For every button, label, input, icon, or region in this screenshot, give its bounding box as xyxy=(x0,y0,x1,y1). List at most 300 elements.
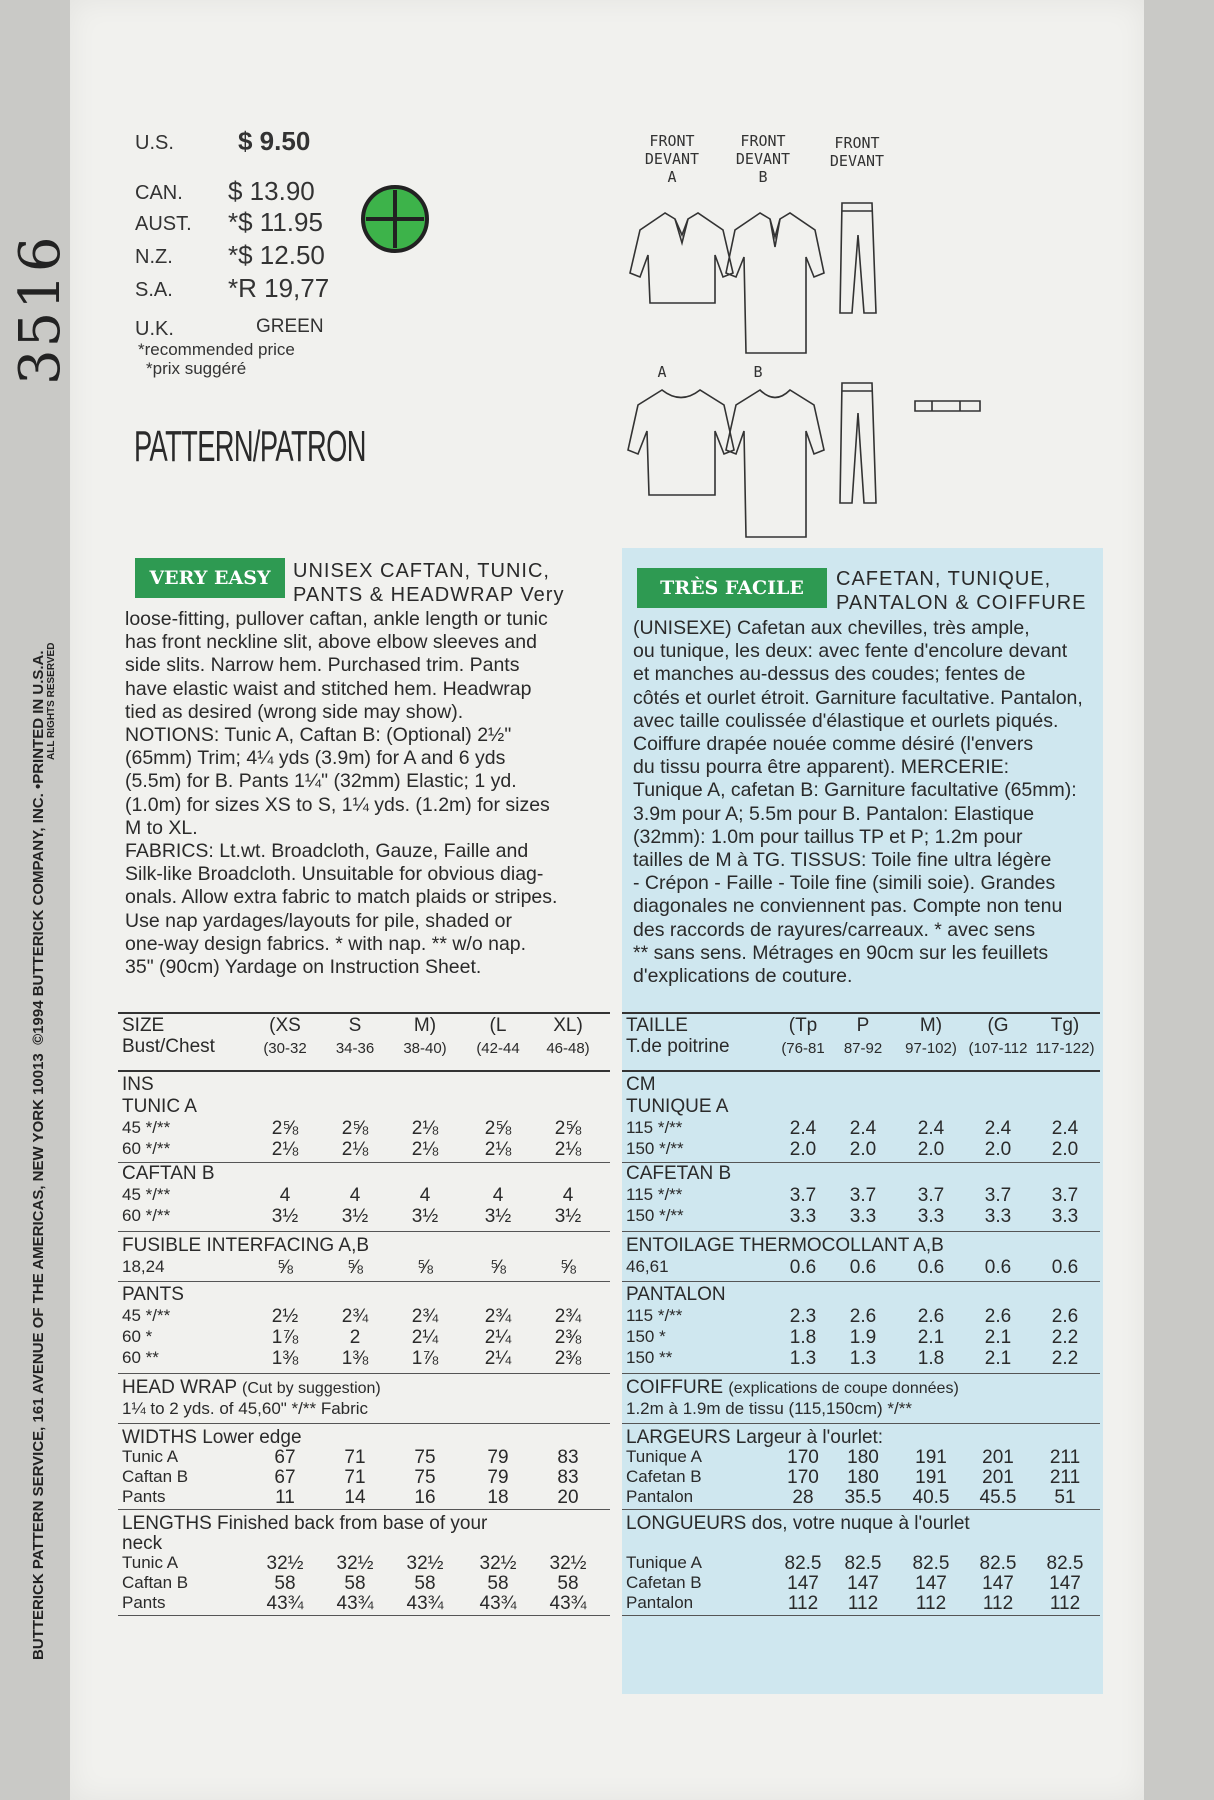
fusible-value: 0.6 xyxy=(1051,1257,1079,1278)
pants-width: 60 * xyxy=(122,1327,153,1346)
english-title-line1: UNISEX CAFTAN, TUNIC, xyxy=(293,560,550,582)
pants-value: 2.3 xyxy=(789,1306,817,1327)
description-line: d'explications de couture. xyxy=(633,965,853,988)
pants-width: 150 * xyxy=(626,1327,666,1346)
widths-value: 83 xyxy=(557,1447,579,1468)
lengths-value: 112 xyxy=(847,1593,879,1614)
section-rule xyxy=(118,1423,610,1424)
size-column-header: XL) xyxy=(553,1015,583,1036)
description-line: FABRICS: Lt.wt. Broadcloth, Gauze, Faille and xyxy=(125,840,529,863)
fusible-value: ⅝ xyxy=(417,1257,433,1278)
pants-value: 2¾ xyxy=(341,1306,369,1327)
description-line: (UNISEXE) Cafetan aux chevilles, très ample, xyxy=(633,617,1030,639)
lengths-row-name: Tunique A xyxy=(626,1553,702,1572)
rights-reserved: ALL RIGHTS RESERVED xyxy=(46,642,57,760)
description-line: one-way design fabrics. * with nap. ** w/o nap. xyxy=(125,932,527,955)
caftan-b-width: 60 */** xyxy=(122,1206,171,1225)
headwrap-label: COIFFURE (explications de coupe données) xyxy=(626,1377,959,1398)
pants-value: 1⅜ xyxy=(271,1348,299,1369)
caftan-b-value: 3.3 xyxy=(917,1206,945,1227)
lengths-value: 82.5 xyxy=(784,1553,822,1574)
tunic-a-value: 2⅝ xyxy=(484,1118,512,1139)
price-value: *$ 11.95 xyxy=(228,207,323,237)
description-line: (5.5m) for B. Pants 1¼" (32mm) Elastic; 1 yd. xyxy=(125,770,517,793)
pants-label: PANTS xyxy=(122,1284,184,1305)
fusible-value: 0.6 xyxy=(849,1257,877,1278)
tunic-a-width: 115 */** xyxy=(626,1118,683,1137)
headwrap-label: HEAD WRAP (Cut by suggestion) xyxy=(122,1377,381,1398)
lengths-label-2: neck xyxy=(122,1533,163,1554)
lengths-value: 147 xyxy=(787,1573,819,1594)
size-label: SIZE xyxy=(122,1015,165,1036)
description-line: tailles de M à TG. TISSUS: Toile fine ultra légère xyxy=(633,849,1052,872)
pants-value: 1.8 xyxy=(789,1327,817,1348)
lengths-value: 112 xyxy=(1049,1593,1081,1614)
lengths-value: 82.5 xyxy=(1046,1553,1084,1574)
description-line: des raccords de rayures/carreaux. * avec sens xyxy=(633,918,1036,941)
price-value: *$ 12.50 xyxy=(228,240,325,270)
caftan-b-value: 3½ xyxy=(554,1206,582,1227)
lengths-value: 43¾ xyxy=(336,1593,374,1614)
size-column-header: Tg) xyxy=(1050,1015,1080,1036)
widths-value: 67 xyxy=(274,1467,296,1488)
fusible-width: 46,61 xyxy=(626,1257,669,1276)
pants-value: 1⅜ xyxy=(341,1348,369,1369)
description-line: 3.9m pour A; 5.5m pour B. Pantalon: Elastique xyxy=(633,802,1035,825)
view-label-front-c: FRONT DEVANT xyxy=(829,134,885,170)
english-description xyxy=(125,608,605,979)
view-label-front-b: FRONT DEVANT B xyxy=(735,132,791,186)
bust-column-header: (76-81 xyxy=(781,1040,825,1057)
bust-label: Bust/Chest xyxy=(122,1036,215,1057)
size-column-header: M) xyxy=(919,1015,943,1036)
tunic-a-value: 2.4 xyxy=(1051,1118,1079,1139)
lengths-value: 43¾ xyxy=(549,1593,587,1614)
english-title-line2: PANTS & HEADWRAP Very xyxy=(293,584,565,606)
fusible-value: 0.6 xyxy=(789,1257,817,1278)
widths-value: 170 xyxy=(787,1467,819,1488)
description-line: - Crépon - Faille - Toile fine (simili soie). Grandes xyxy=(633,872,1056,895)
pants-front-sketch xyxy=(840,203,876,313)
view-label-back-b: B xyxy=(753,363,763,381)
widths-row-name: Cafetan B xyxy=(626,1467,702,1486)
widths-value: 201 xyxy=(982,1467,1014,1488)
tunic-a-value: 2.4 xyxy=(917,1118,945,1139)
headwrap-line: 1¼ to 2 yds. of 45,60" */** Fabric xyxy=(122,1399,369,1418)
size-column-header: (L xyxy=(489,1015,507,1036)
pants-back-sketch xyxy=(840,383,876,503)
section-rule xyxy=(622,1615,1100,1616)
price-region: U.K. xyxy=(135,318,174,340)
pants-value: 2.2 xyxy=(1051,1348,1079,1369)
pants-value: 2¾ xyxy=(484,1306,512,1327)
widths-value: 75 xyxy=(414,1447,436,1468)
fusible-value: ⅝ xyxy=(490,1257,506,1278)
widths-value: 14 xyxy=(344,1487,366,1508)
fusible-value: ⅝ xyxy=(277,1257,293,1278)
caftan-b-value: 3.7 xyxy=(917,1185,945,1206)
pants-value: 2.2 xyxy=(1051,1327,1079,1348)
lengths-value: 58 xyxy=(414,1573,436,1594)
caftan-b-value: 3½ xyxy=(411,1206,439,1227)
tunic-a-label: TUNIQUE A xyxy=(626,1096,729,1117)
price-region: AUST. xyxy=(135,213,192,235)
section-rule xyxy=(118,1281,610,1282)
pants-value: 2.6 xyxy=(849,1306,877,1327)
description-line: have elastic waist and stitched hem. Headwrap xyxy=(125,677,532,700)
tunic-a-value: 2⅝ xyxy=(271,1118,299,1139)
recommended-price-note: *recommended price xyxy=(138,340,295,359)
headwrap-line: 1.2m à 1.9m de tissu (115,150cm) */** xyxy=(626,1399,912,1418)
fusible-value: ⅝ xyxy=(347,1257,363,1278)
tunic-a-value: 2.4 xyxy=(789,1118,817,1139)
fusible-value: ⅝ xyxy=(560,1257,576,1278)
table-header-rule xyxy=(622,1070,1100,1072)
table-top-rule xyxy=(118,1012,610,1014)
lengths-value: 82.5 xyxy=(912,1553,950,1574)
tunic-a-value: 2⅛ xyxy=(411,1118,439,1139)
price-value: $ 13.90 xyxy=(228,176,315,206)
pants-value: 2¼ xyxy=(411,1327,439,1348)
pants-value: 1.8 xyxy=(917,1348,945,1369)
green-cross-circle-icon xyxy=(360,184,430,254)
widths-value: 170 xyxy=(787,1447,819,1468)
fusible-width: 18,24 xyxy=(122,1257,165,1276)
garment-sketches xyxy=(620,195,1000,555)
pattern-label: PATTERN/PATRON xyxy=(134,422,366,471)
lengths-row-name: Caftan B xyxy=(122,1573,189,1592)
lengths-row-name: Pants xyxy=(122,1593,166,1612)
description-line: Tunique A, cafetan B: Garniture facultative (65mm): xyxy=(633,779,1077,802)
description-line: NOTIONS: Tunic A, Caftan B: (Optional) 2½" xyxy=(125,724,512,747)
pants-value: 1⅞ xyxy=(411,1348,439,1369)
description-line: diagonales ne conviennent pas. Compte non tenu xyxy=(633,895,1063,918)
bust-label: T.de poitrine xyxy=(626,1036,730,1057)
description-line: M to XL. xyxy=(125,816,198,839)
caftan-b-value: 3.3 xyxy=(789,1206,817,1227)
french-title-line1: CAFETAN, TUNIQUE, xyxy=(836,568,1052,590)
widths-value: 191 xyxy=(915,1447,947,1468)
tunic-a-value: 2.4 xyxy=(984,1118,1012,1139)
bust-column-header: (30-32 xyxy=(263,1040,307,1057)
fusible-label: FUSIBLE INTERFACING A,B xyxy=(122,1235,370,1256)
pants-value: 2⅜ xyxy=(554,1327,582,1348)
description-line: ou tunique, les deux: avec fente d'encolure devant xyxy=(633,640,1068,663)
lengths-label: LENGTHS Finished back from base of your xyxy=(122,1513,488,1534)
unit-label: INS xyxy=(122,1074,154,1095)
tunic-a-value: 2.0 xyxy=(789,1139,817,1160)
description-line: (32mm): 1.0m pour taillus TP et P; 1.2m pour xyxy=(633,825,1023,848)
pants-value: 2.1 xyxy=(984,1327,1012,1348)
caftan-b-value: 3.3 xyxy=(1051,1206,1079,1227)
catalog-number: 3516 xyxy=(8,234,73,385)
french-title-line2: PANTALON & COIFFURE xyxy=(836,592,1087,614)
description-line: onals. Allow extra fabric to match plaids or stripes. xyxy=(125,886,558,909)
bust-column-header: 34-36 xyxy=(335,1040,375,1057)
tunic-a-value: 2⅛ xyxy=(554,1139,582,1160)
pants-value: 2¼ xyxy=(484,1327,512,1348)
tunic-a-value: 2⅛ xyxy=(271,1139,299,1160)
widths-value: 79 xyxy=(487,1447,509,1468)
lengths-value: 112 xyxy=(915,1593,947,1614)
table-top-rule xyxy=(622,1012,1100,1014)
caftan-b-value: 3.7 xyxy=(984,1185,1012,1206)
caftan-b-value: 4 xyxy=(562,1185,574,1206)
widths-value: 20 xyxy=(557,1487,579,1508)
widths-value: 45.5 xyxy=(979,1487,1017,1508)
price-region: U.S. xyxy=(135,132,174,154)
description-line: ** sans sens. Métrages en 90cm sur les feuillets xyxy=(633,941,1049,964)
description-line: Coiffure drapée nouée comme désiré (l'envers xyxy=(633,733,1034,756)
tunic-a-value: 2.0 xyxy=(849,1139,877,1160)
tunic-a-front-sketch xyxy=(630,213,733,303)
caftan-b-value: 4 xyxy=(349,1185,361,1206)
pants-width: 115 */** xyxy=(626,1306,683,1325)
tunic-a-width: 60 */** xyxy=(122,1139,171,1158)
description-line: avec taille coulissée d'élastique et ourlets piqués. xyxy=(633,709,1059,732)
view-label-front-a: FRONT DEVANT A xyxy=(644,132,700,186)
widths-value: 83 xyxy=(557,1467,579,1488)
fusible-value: 0.6 xyxy=(917,1257,945,1278)
caftan-b-width: 150 */** xyxy=(626,1206,684,1225)
size-label: TAILLE xyxy=(626,1015,688,1036)
description-line: du tissu pourra être apparent). MERCERIE: xyxy=(633,756,1010,779)
pants-width: 45 */** xyxy=(122,1306,171,1325)
very-easy-badge: VERY EASY xyxy=(135,558,285,598)
section-rule xyxy=(622,1231,1100,1232)
pants-label: PANTALON xyxy=(626,1284,726,1305)
tunic-a-width: 45 */** xyxy=(122,1118,171,1137)
widths-value: 71 xyxy=(344,1467,366,1488)
fusible-value: 0.6 xyxy=(984,1257,1012,1278)
caftan-b-value: 3.3 xyxy=(849,1206,877,1227)
widths-value: 67 xyxy=(274,1447,296,1468)
price-region: CAN. xyxy=(135,182,183,204)
widths-value: 211 xyxy=(1049,1467,1081,1488)
lengths-value: 32½ xyxy=(266,1553,304,1574)
pants-value: 2.1 xyxy=(984,1348,1012,1369)
bust-column-header: (107-112 xyxy=(968,1040,1028,1057)
widths-value: 211 xyxy=(1049,1447,1081,1468)
pants-width: 150 ** xyxy=(626,1348,673,1367)
bust-column-header: 97-102) xyxy=(905,1040,957,1057)
section-rule xyxy=(118,1615,610,1616)
widths-row-name: Pantalon xyxy=(626,1487,694,1506)
pants-value: 2.1 xyxy=(917,1327,945,1348)
widths-value: 11 xyxy=(275,1487,295,1508)
description-line: tied as desired (wrong side may show). xyxy=(125,700,464,723)
section-rule xyxy=(622,1509,1100,1510)
lengths-row-name: Pantalon xyxy=(626,1593,694,1612)
caftan-b-back-sketch xyxy=(726,390,824,537)
widths-value: 40.5 xyxy=(912,1487,950,1508)
lengths-value: 58 xyxy=(487,1573,509,1594)
caftan-b-label: CAFETAN B xyxy=(626,1163,732,1184)
widths-value: 180 xyxy=(847,1447,879,1468)
caftan-b-value: 3.7 xyxy=(849,1185,877,1206)
widths-label: WIDTHS Lower edge xyxy=(122,1427,302,1448)
size-column-header: S xyxy=(348,1015,362,1036)
lengths-value: 43¾ xyxy=(479,1593,517,1614)
description-line: 35" (90cm) Yardage on Instruction Sheet. xyxy=(125,956,482,979)
lengths-value: 32½ xyxy=(336,1553,374,1574)
lengths-value: 32½ xyxy=(479,1553,517,1574)
caftan-b-width: 115 */** xyxy=(626,1185,683,1204)
tunic-a-value: 2⅝ xyxy=(554,1118,582,1139)
caftan-b-value: 3½ xyxy=(271,1206,299,1227)
section-rule xyxy=(622,1373,1100,1374)
tunic-a-width: 150 */** xyxy=(626,1139,684,1158)
pants-value: 2.6 xyxy=(917,1306,945,1327)
pants-value: 1.3 xyxy=(789,1348,817,1369)
widths-value: 71 xyxy=(344,1447,366,1468)
widths-value: 201 xyxy=(982,1447,1014,1468)
section-rule xyxy=(118,1509,610,1510)
widths-value: 79 xyxy=(487,1467,509,1488)
tunic-a-value: 2.0 xyxy=(984,1139,1012,1160)
widths-value: 28 xyxy=(792,1487,814,1508)
lengths-value: 32½ xyxy=(549,1553,587,1574)
widths-value: 18 xyxy=(487,1487,509,1508)
description-line: side slits. Narrow hem. Purchased trim. Pants xyxy=(125,654,520,677)
tunic-a-label: TUNIC A xyxy=(122,1096,197,1117)
section-rule xyxy=(118,1373,610,1374)
pants-value: 2 xyxy=(349,1327,361,1348)
caftan-b-value: 3.7 xyxy=(789,1185,817,1206)
section-rule xyxy=(118,1231,610,1232)
spine xyxy=(0,0,73,1800)
price-region: S.A. xyxy=(135,279,173,301)
lengths-value: 58 xyxy=(557,1573,579,1594)
description-line: (65mm) Trim; 4¼ yds (3.9m) for A and 6 yds xyxy=(125,747,506,770)
lengths-value: 82.5 xyxy=(979,1553,1017,1574)
description-line: Use nap yardages/layouts for pile, shaded or xyxy=(125,909,512,932)
bust-column-header: (42-44 xyxy=(476,1040,520,1057)
lengths-value: 147 xyxy=(915,1573,947,1594)
tunic-a-value: 2⅛ xyxy=(484,1139,512,1160)
tunic-a-value: 2.0 xyxy=(917,1139,945,1160)
tunic-a-value: 2⅝ xyxy=(341,1118,369,1139)
caftan-b-front-sketch xyxy=(726,213,824,353)
description-line: (1.0m) for sizes XS to S, 1¼ yds. (1.2m) for sizes xyxy=(125,793,550,816)
section-rule xyxy=(622,1423,1100,1424)
bust-column-header: 87-92 xyxy=(843,1040,883,1057)
price-region: N.Z. xyxy=(135,246,173,268)
size-column-header: P xyxy=(856,1015,870,1036)
pants-width: 60 ** xyxy=(122,1348,159,1367)
lengths-value: 43¾ xyxy=(406,1593,444,1614)
tunic-a-value: 2.0 xyxy=(1051,1139,1079,1160)
widths-row-name: Tunic A xyxy=(122,1447,179,1466)
caftan-b-value: 3.3 xyxy=(984,1206,1012,1227)
caftan-b-value: 4 xyxy=(419,1185,431,1206)
pants-value: 1.9 xyxy=(849,1327,877,1348)
pants-value: 2⅜ xyxy=(554,1348,582,1369)
description-line: loose-fitting, pullover caftan, ankle length or tunic xyxy=(125,608,548,630)
bust-column-header: 38-40) xyxy=(403,1040,447,1057)
size-column-header: (G xyxy=(987,1015,1009,1036)
price-value: GREEN xyxy=(256,316,324,337)
view-label-back-a: A xyxy=(657,363,667,381)
widths-value: 51 xyxy=(1054,1487,1076,1508)
widths-row-name: Tunique A xyxy=(626,1447,702,1466)
description-line: Silk-like Broadcloth. Unsuitable for obvious diag- xyxy=(125,863,544,886)
caftan-b-width: 45 */** xyxy=(122,1185,171,1204)
pants-value: 2¼ xyxy=(484,1348,512,1369)
tres-facile-badge: TRÈS FACILE xyxy=(637,568,827,608)
size-column-header: (Tp xyxy=(788,1015,818,1036)
lengths-value: 147 xyxy=(982,1573,1014,1594)
table-header-rule xyxy=(118,1070,610,1072)
lengths-value: 112 xyxy=(982,1593,1014,1614)
french-description xyxy=(633,617,1103,988)
lengths-label: LONGUEURS dos, votre nuque à l'ourlet xyxy=(626,1513,970,1534)
widths-value: 35.5 xyxy=(844,1487,882,1508)
tunic-a-back-sketch xyxy=(628,390,734,495)
caftan-b-value: 3½ xyxy=(484,1206,512,1227)
tunic-a-value: 2⅛ xyxy=(341,1139,369,1160)
price-value: $ 9.50 xyxy=(238,126,311,156)
unit-label: CM xyxy=(626,1074,656,1095)
description-line: côtés et ourlet étroit. Garniture facultative. Pantalon, xyxy=(633,686,1083,709)
prix-suggere-note: *prix suggéré xyxy=(146,359,247,378)
pants-value: 2¾ xyxy=(554,1306,582,1327)
size-column-header: (XS xyxy=(269,1015,301,1036)
widths-row-name: Pants xyxy=(122,1487,166,1506)
caftan-b-value: 4 xyxy=(492,1185,504,1206)
widths-label: LARGEURS Largeur à l'ourlet: xyxy=(626,1427,884,1448)
pants-value: 2.6 xyxy=(984,1306,1012,1327)
widths-value: 191 xyxy=(915,1467,947,1488)
lengths-value: 32½ xyxy=(406,1553,444,1574)
lengths-value: 43¾ xyxy=(266,1593,304,1614)
description-line: et manches au-dessus des coudes; fentes de xyxy=(633,663,1026,686)
widths-value: 180 xyxy=(847,1467,879,1488)
lengths-value: 58 xyxy=(274,1573,296,1594)
widths-row-name: Caftan B xyxy=(122,1467,189,1486)
caftan-b-value: 4 xyxy=(279,1185,291,1206)
pants-value: 2.6 xyxy=(1051,1306,1079,1327)
bust-column-header: 117-122) xyxy=(1035,1040,1095,1057)
lengths-value: 112 xyxy=(787,1593,819,1614)
price-value: *R 19,77 xyxy=(228,273,330,303)
fusible-label: ENTOILAGE THERMOCOLLANT A,B xyxy=(626,1235,944,1256)
tunic-a-value: 2⅛ xyxy=(411,1139,439,1160)
tunic-a-value: 2.4 xyxy=(849,1118,877,1139)
bust-column-header: 46-48) xyxy=(546,1040,590,1057)
description-line: has front neckline slit, above elbow sleeves and xyxy=(125,631,537,654)
size-column-header: M) xyxy=(413,1015,437,1036)
headwrap-sketch xyxy=(915,401,980,411)
widths-value: 16 xyxy=(414,1487,436,1508)
section-rule xyxy=(622,1281,1100,1282)
pants-value: 2¾ xyxy=(411,1306,439,1327)
pants-value: 1.3 xyxy=(849,1348,877,1369)
widths-value: 75 xyxy=(414,1467,436,1488)
publisher-line: BUTTERICK PATTERN SERVICE, 161 AVENUE OF THE AMERICAS, NEW YORK 10013 ©1994 BUTTERICK COMPANY, INC. •PRINTED IN U.S.A. xyxy=(30,650,47,1660)
caftan-b-label: CAFTAN B xyxy=(122,1163,215,1184)
caftan-b-value: 3½ xyxy=(341,1206,369,1227)
caftan-b-value: 3.7 xyxy=(1051,1185,1079,1206)
lengths-value: 147 xyxy=(1049,1573,1081,1594)
lengths-row-name: Tunic A xyxy=(122,1553,179,1572)
pants-value: 1⅞ xyxy=(271,1327,299,1348)
lengths-value: 147 xyxy=(847,1573,879,1594)
lengths-row-name: Cafetan B xyxy=(626,1573,702,1592)
pants-value: 2½ xyxy=(271,1306,299,1327)
lengths-value: 82.5 xyxy=(844,1553,882,1574)
lengths-value: 58 xyxy=(344,1573,366,1594)
